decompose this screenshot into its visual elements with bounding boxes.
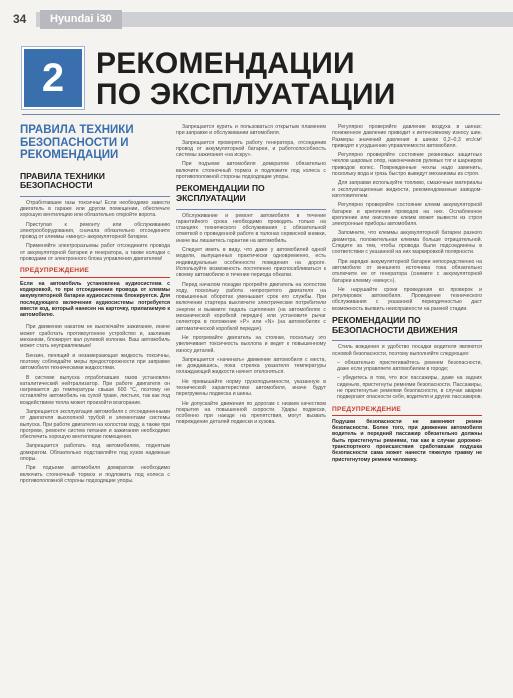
- warning-label: ПРЕДУПРЕЖДЕНИЕ: [332, 405, 402, 413]
- paragraph: Запрещается проверять работу генератора, отсоединив провод от аккумуляторной батареи, и работоспособность системы зажигания «на искру».: [176, 139, 326, 159]
- chapter-number-badge: [22, 47, 84, 109]
- heading-underline: [20, 196, 170, 197]
- column-middle: [176, 124, 326, 429]
- paragraph: При зарядке аккумуляторной батареи непосредственно на автомобиле от внешнего источника тока обязательно отключите ее от генератора (снимите с аккумуляторной батареи клемму «минус»).: [332, 258, 482, 284]
- paragraph: Не прогревайте двигатель на стоянке, поскольку это увеличивает токсичность выхлопа и ведет к повышенному износу деталей.: [176, 334, 326, 354]
- paragraph: Обслуживание и ремонт автомобиля в течение гарантийного срока необходимо проводить только на станциях технического обслуживания с обязательной отметкой о проведенной работе в талонах сервисной книжки, иначе вы лишаетесь гарантии на автомобиль.: [176, 212, 326, 244]
- column-right: [332, 124, 482, 469]
- paragraph: Стиль вождения и удобство посадки водителя являются основой безопасности, поэтому выполняйте следующее:: [332, 344, 482, 357]
- paragraph: Запомните, что клеммы аккумуляторной батареи разного диаметра, положительная клемма больше отрицательной. Следите за тем, чтобы провода были подсоединены в соответствии с указанной на них маркировкой полярности.: [332, 230, 482, 256]
- paragraph: При подъеме автомобиля домкратом обязательно включите стояночный тормоз и подложите под колеса с противоположной стороны подходящие упоры.: [176, 161, 326, 181]
- paragraph: Перед началом поездки прогрейте двигатель на холостом ходу, поскольку работа непрогретого двигателя на повышенных оборотах уменьшает срок его службы. При включении стартера выключите электрические потребители энергии и выжмите педаль сцепления (на автомобилях с механической коробкой передач) или установите рычаг селектора в положение «P» или «N» (на автомобилях с автоматической коробкой передач).: [176, 281, 326, 332]
- column-left: [20, 124, 170, 487]
- warning-label: ПРЕДУПРЕЖДЕНИЕ: [20, 267, 90, 275]
- chapter-title-line2: ПО ЭКСПЛУАТАЦИИ: [96, 78, 396, 111]
- running-title: Hyundai i30: [40, 10, 122, 29]
- warning-text: Если на автомобиль установлена аудиосистема с кодировкой, то при отсоединении провода от клеммы аккумуляторной батареи аудиосистема блокируется. Для последующего включения аудиосистемы потребуется ввести код, который нанесен на карточку, прилагаемую к автомобилю.: [20, 277, 170, 319]
- list-item: – убедитесь в том, что все пассажиры, даже на задних сиденьях, пристегнуты ремнями безопасности. Пассажиры, не пристегнутые ремнями безопасности, в случае аварии подвергают опасности себя, водителя и других пассажиров.: [337, 375, 482, 401]
- page-number: 34: [13, 12, 27, 26]
- section-heading-safety: ПРАВИЛА ТЕХНИКИ БЕЗОПАСНОСТИ И РЕКОМЕНДАЦИИ: [20, 124, 134, 161]
- paragraph: Отработавшие газы токсичны! Если необходимо завести двигатель в гараже или другом помещении, обеспечьте хорошую вентиляцию или обязательно откройте ворота.: [20, 199, 170, 219]
- paragraph: В системе выпуска отработавших газов установлен каталитический нейтрализатор. При работе двигателя он нагревается до температуры свыше 600 °С, поэтому не оставляйте автомобиль на сухой траве, листьях, так как под воздействием тепла может произойти возгорание.: [20, 374, 170, 406]
- subsection-heading-driving-safety: РЕКОМЕНДАЦИИ ПО БЕЗОПАСНОСТИ ДВИЖЕНИЯ: [332, 315, 458, 335]
- paragraph: Запрещается эксплуатация автомобиля с отсоединенными от двигателя выхлопной трубой и элементами системы выпуска. При работе двигателя на холостом ходу, а также при прогреве, ремонте систем питания и зажигания необходимо обеспечить хорошую вентиляцию помещения.: [20, 409, 170, 441]
- heading-underline: [176, 209, 326, 210]
- paragraph: Регулярно проверяйте состояние резиновых защитных чехлов шаровых опор, наконечников рулевых тяг и шарниров приводов колес. Поврежденные чехлы надо заменить, поскольку вода и грязь быстро выведут механизмы из строя.: [332, 152, 482, 178]
- paragraph: Следует иметь в виду, что даже у автомобилей одной модели, выпущенных практически одновременно, есть индивидуальные особенности поведения на дороге. Используйте возможность постепенно приспосабливаться к своему автомобилю в течение периода обкатки.: [176, 247, 326, 279]
- paragraph: Не нарушайте сроки проведения ко проверок и регулировок автомобиля. Проведение технического обслуживания с указанной периодичностью даст возможность выявить неисправности на ранней стадии.: [332, 286, 482, 312]
- paragraph: Для заправки используйте топливо, смазочные материалы и эксплуатационные жидкости, рекомендованные заводом-изготовителем.: [332, 180, 482, 199]
- subsection-heading-operation: РЕКОМЕНДАЦИИ ПО ЭКСПЛУАТАЦИИ: [176, 183, 265, 203]
- page-header: [0, 6, 513, 34]
- paragraph: Регулярно проверяйте состояние клемм аккумуляторной батареи и крепления проводов на них. Ослабленное крепление или окисление клемм может вывести из строя электронные приборы автомобиля.: [332, 202, 482, 228]
- chapter-title-line1: РЕКОМЕНДАЦИИ: [96, 47, 355, 80]
- heading-underline: [332, 340, 482, 341]
- title-rule: [22, 114, 500, 115]
- subsection-heading-safety-rules: ПРАВИЛА ТЕХНИКИ БЕЗОПАСНОСТИ: [20, 170, 105, 191]
- chapter-number: 2: [41, 56, 65, 100]
- paragraph: Регулярно проверяйте давление воздуха в шинах: пониженное давление приводит к интенсивному износу шин. Размеры значений давления в шинах 0,2–0,3 кгс/см² приводят к ухудшению управляемости автомобиля.: [332, 124, 482, 149]
- paragraph: Запрещается курить и пользоваться открытым пламенем при заправке и обслуживании автомобиля.: [176, 124, 326, 137]
- paragraph: Запрещается работать под автомобилем, поднятым домкратом. Обязательно подставляйте под кузов надежные опоры.: [20, 443, 170, 463]
- paragraph: Бензин, пенящий и незамерзающая жидкость токсичны, поэтому соблюдайте меры предосторожности при заправке автомобиля техническими жидкостями.: [20, 352, 170, 372]
- paragraph: Запрещается «начинать» движение автомобиля с места, не дождавшись, пока стрелка указателя температуры охлаждающей жидкости начнет отклоняться.: [176, 356, 326, 376]
- paragraph: Не допускайте движения по дорогам с низким качеством покрытия на повышенной скорости. Удары подвески, особенно при наезде на препятствия, могут вызвать повреждение деталей подвески и кузова.: [176, 400, 326, 426]
- list-item: – обязательно пристегивайтесь ремнем безопасности, даже если управляете автомобилем в городе;: [337, 359, 482, 373]
- paragraph: Приступая к ремонту или обслуживанию электрооборудования, сначала обязательно отсоедините провод от клеммы «минус» аккумуляторной батареи.: [20, 221, 170, 241]
- paragraph: При подъеме автомобиля домкратом необходимо включить стояночный тормоз и подложить под колеса с противоположной стороны подходящие упоры.: [20, 465, 170, 484]
- paragraph: Применяйте электроразъемы работ отсоедините провода от аккумуляторной батареи и генератора, а также колодки с проводами от электронного блока управления двигателем!: [20, 243, 170, 263]
- paragraph: При движении накатом не выключайте зажигание, иначе может сработать противоугонное устройство и, заклинив механизм, блокирует вал рулевой колонки. Ваш автомобиль может стать неуправляемым!: [20, 324, 170, 350]
- warning-text: Подушки безопасности не заменяют ремни безопасности. Более того, при движении автомобиля водитель и передний пассажир обязательно должны быть пристегнуты ремнями, так как в случае дорожно-транспортного происшествия сработавшая подушка безопасности сама может нанести тяжелую травму не пристегнутому ремнем человеку.: [332, 415, 482, 463]
- paragraph: Не превышайте норму грузоподъемности, указанную в технической характеристике автомобиля, иначе будут перегружены подвеска и шины.: [176, 378, 326, 398]
- chapter-title: [96, 48, 395, 110]
